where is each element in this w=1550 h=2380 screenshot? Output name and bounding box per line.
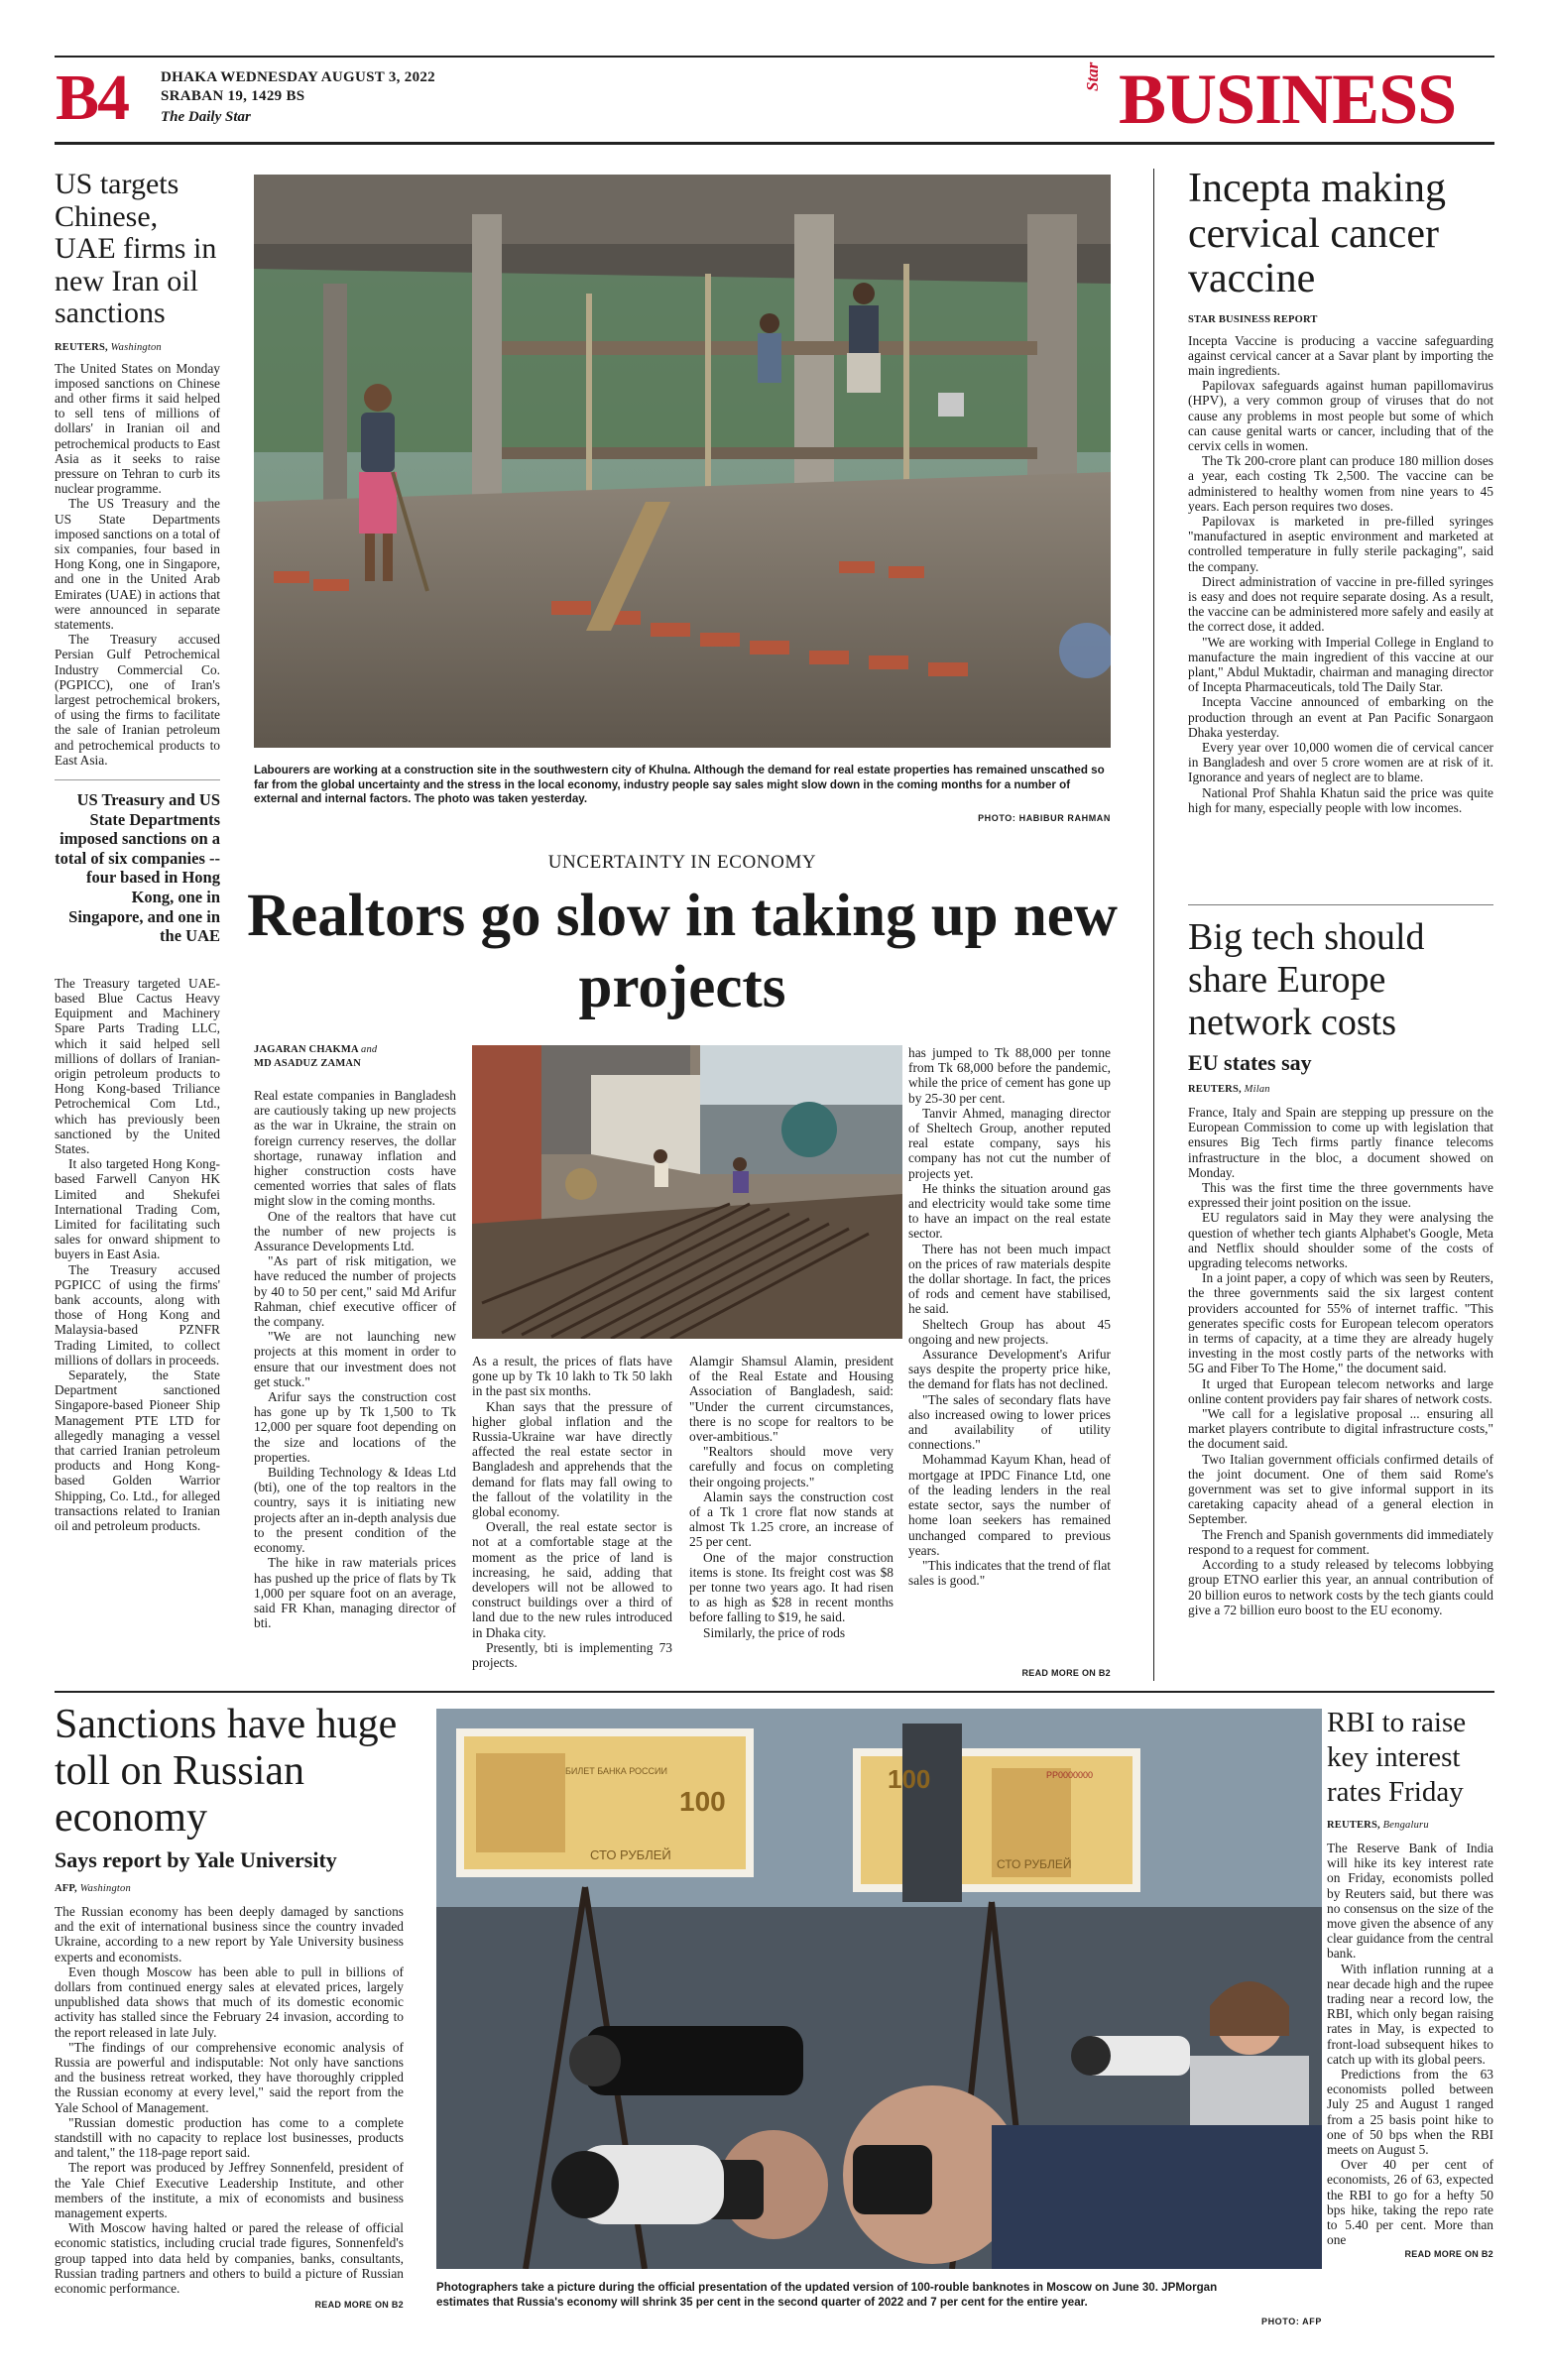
rbi-headline: RBI to raise key interest rates Friday	[1327, 1707, 1467, 1808]
bottom-photo-caption: Photographers take a picture during the official presentation of the updated version of 100-rouble banknotes in Moscow on June 30. JPMorgan estimates that Russia's economy will shrink 35 per cent in the second quarter of 2022 and 7 per cent for the entire year.	[436, 2281, 1218, 2309]
construction-photo	[254, 175, 1111, 748]
right-column-rule	[1153, 169, 1154, 1681]
sanctions-headline: Sanctions have huge toll on Russian economy	[55, 1702, 398, 1841]
top-rule	[55, 56, 1494, 58]
banknote-right-value: 100	[888, 1764, 931, 1794]
realtors-byline: JAGARAN CHAKMA and MD ASADUZ ZAMAN	[254, 1044, 378, 1069]
banknote-right-text: СТО РУБЛЕЙ	[997, 1857, 1072, 1871]
rbi-body: The Reserve Bank of India will hike its key interest rate on Friday, economists polled by Reuters said, but there was no consensus on the size of the move given the absence of any clear guidance from the central bank. With inflation running at a near decade high and the rupee trading near a record low, the RBI, which only began raising rates in May, is expected to front-load subsequent hikes to catch up with its global peers. Predictions from the 63 economists polled between July 25 and August 1 ranged from a 25 basis point hike to one of 50 bps when the RBI meets on August 5. Over 40 per cent of economists, 26 of 63, expected the RBI to go for a hefty 50 bps hike, taking the repo rate to 5.40 per cent. More than one	[1327, 1841, 1493, 2248]
section-logo: Star	[1083, 61, 1102, 91]
iran-byline: REUTERS, Washington	[55, 341, 162, 353]
sanctions-body: The Russian economy has been deeply damaged by sanctions and the exit of international business since the country invaded Ukraine, according to a new report by Yale University business experts and economists. Even though Moscow has been able to pull in billions of dollars from continued energy sales at elevated prices, largely unpublished data shows that much of its domestic economic activity has stalled since the February 24 invasion, according to the report released in late July. "The findings of our comprehensive economic analysis of Russia are powerful and indisputable: Not only have sanctions and the business retreat worked, they have thoroughly crippled the Russian economy at every level," said the report from the Yale School of Management. "Russian domestic production has come to a complete standstill with no capacity to replace lost businesses, products and talent," the 118-page report said. The report was produced by Jeffrey Sonnenfeld, president of the Yale Chief Executive Leadership Institute, and other members of the institute, a mix of economists and business management experts. With Moscow having halted or pared the release of official economic statistics, including crucial trade figures, Sonnenfeld's group tapped into data held by companies, banks, consultants, Russian trading partners and others to build a picture of Russian economic performance.	[55, 1904, 404, 2297]
realtors-col3: Alamgir Shamsul Alamin, president of the Real Estate and Housing Association of Bangladesh, said: "Under the current circumstances, there is no scope for realtors to be over-ambitious." "Realtors should move very carefully and focus on completing their ongoing projects." Alamin says the construction cost of a Tk 1 crore flat now stands at almost Tk 1.25 crore, an increase of 25 per cent. One of the major construction items is stone. Its freight cost was $8 per tonne two years ago. It had risen to as high as $28 in recent months before falling to $19, he said. Similarly, the price of rods	[689, 1354, 894, 1640]
date-line: DHAKA WEDNESDAY AUGUST 3, 2022	[161, 69, 435, 85]
page-code: B4	[56, 61, 129, 134]
banknote-left-text: СТО РУБЛЕЙ	[590, 1847, 671, 1862]
banknote-right-serial: РР0000000	[1046, 1770, 1094, 1780]
right-divider	[1188, 904, 1493, 905]
rbi-read-more[interactable]: READ MORE ON B2	[1404, 2249, 1493, 2260]
incepta-headline: Incepta making cervical cancer vaccine	[1188, 166, 1447, 301]
realtors-headline: Realtors go slow in taking up new projects	[247, 883, 1118, 1020]
section-title: BUSINESS	[1119, 60, 1457, 139]
banknote-photo	[436, 1709, 1322, 2269]
realtors-read-more[interactable]: READ MORE ON B2	[1021, 1668, 1111, 1678]
bottom-photo-credit: PHOTO: AFP	[1260, 2317, 1322, 2326]
incepta-byline: STAR BUSINESS REPORT	[1188, 313, 1318, 325]
realtors-col4: has jumped to Tk 88,000 per tonne from Tk 68,000 before the pandemic, while the price of cement has gone up by 25-30 per cent. Tanvir Ahmed, managing director of Sheltech Group, another reputed real estate company, says his company has not cut the number of projects yet. He thinks the situation around gas and electricity would take some time to have an impact on the real estate sector. There has not been much impact on the prices of raw materials despite the dollar shortage. In fact, the prices of rods and cement have stabilised, he said. Sheltech Group has about 45 ongoing and new projects. Assurance Development's Arifur says despite the property price hike, the demand for flats has not declined. "The sales of secondary flats have also increased owing to lower prices and availability of utility connections." Mohammad Kayum Khan, head of mortgage at IPDC Finance Ltd, one of the leading lenders in the real estate sector, says the number of home loan seekers has remained unchanged compared to previous years. "This indicates that the trend of flat sales is good."	[908, 1045, 1111, 1589]
iran-headline: US targets Chinese, UAE firms in new Iran oil sanctions	[55, 168, 217, 329]
bigtech-byline: REUTERS, Milan	[1188, 1084, 1270, 1095]
bengali-date: SRABAN 19, 1429 BS	[161, 88, 305, 104]
incepta-body: Incepta Vaccine is producing a vaccine safeguarding against cervical cancer at a Savar plant by importing the main ingredients. Papilovax safeguards against human papillomavirus (HPV), a very common group of viruses that do not cause any problems in most people but some of which can cause genital warts or cancer, including that of the cervix cells in women. The Tk 200-crore plant can produce 180 million doses a year, each costing Tk 2,500. The vaccine can be administered to healthy women from nine years to 45 years. Each person requires two doses. Papilovax is marketed in pre-filled syringes "manufactured in aseptic environment and marketed at controlled temperature in fully sterile packaging", said the company. Direct administration of vaccine in pre-filled syringes is easy and does not require separate dosing. As a result, the vaccine can be administered more safely and easily at the correct dose, it added. "We are working with Imperial College in England to manufacture the main ingredient of this vaccine at our plant," Abdul Muktadir, chairman and managing director of Incepta Pharmaceuticals, told The Daily Star. Incepta Vaccine announced of embarking on the production through an event at Pan Pacific Sonargaon Dhaka yesterday. Every year over 10,000 women die of cervical cancer in Bangladesh and over 5 crore women are at risk of it. Ignorance and years of neglect are to blame. National Prof Shahla Khatun said the price was quite high for many, especially people with low incomes.	[1188, 332, 1493, 815]
iran-article	[55, 169, 220, 1533]
banknote-left-bank: БИЛЕТ БАНКА РОССИИ	[565, 1766, 667, 1776]
sanctions-subhead: Says report by Yale University	[55, 1847, 337, 1872]
bigtech-article	[1188, 916, 1493, 1617]
iran-body-b: The Treasury targeted UAE-based Blue Cactus Heavy Equipment and Machinery Spare Parts Trading LLC, which it said helped sell millions of dollars of Iranian-origin petroleum products to Hong Kong-based Triliance Petrochemical Com Ltd., which has previously been sanctioned by the United States. It also targeted Hong Kong-based Farwell Canyon HK Limited and Shekufei International Trading Com, Limited for facilitating such sales for onward shipment to buyers in East Asia. The Treasury accused PGPICC of using the firms' bank accounts, along with those of Hong Kong and Malaysia-based PZNFR Trading Limited, to collect millions of dollars in proceeds. Separately, the State Department sanctioned Singapore-based Pioneer Ship Management PTE LTD for allegedly managing a vessel that carried Iranian petroleum products and Hong Kong-based Golden Warrior Shipping, Co. Ltd., for alleged transactions related to Iranian oil and petroleum products.	[55, 975, 220, 1534]
paper-logo: The Daily Star	[161, 109, 251, 125]
sanctions-read-more[interactable]: READ MORE ON B2	[314, 2300, 404, 2311]
realtors-kicker: UNCERTAINTY IN ECONOMY	[547, 852, 817, 873]
sanctions-byline: AFP, Washington	[55, 1883, 131, 1894]
iran-body-a: The United States on Monday imposed sanctions on Chinese and other firms it said helped to sell tens of millions of dollars' in Iranian oil and petrochemical products to East Asia as it seeks to raise pressure on Tehran to curb its nuclear programme. The US Treasury and the US State Departments imposed sanctions on a total of six companies, four based in Hong Kong, one in Singapore, and one in the United Arab Emirates (UAE) in actions that were announced in separate statements. The Treasury accused Persian Gulf Petrochemical Industry Commercial Co. (PGPICC), one of Iran's largest petrochemical brokers, of using the firms to facilitate the sale of Iranian petroleum and petrochemical products to East Asia.	[55, 360, 220, 768]
bigtech-headline: Big tech should share Europe network costs	[1188, 916, 1425, 1043]
masthead-rule	[55, 142, 1494, 145]
top-photo-credit: PHOTO: HABIBUR RAHMAN	[978, 813, 1111, 823]
rbi-byline: REUTERS, Bengaluru	[1327, 1820, 1429, 1831]
bigtech-body: France, Italy and Spain are stepping up pressure on the European Commission to come up with legislation that ensures Big Tech firms partly finance telecoms infrastructure in the bloc, a document showed on Monday. This was the first time the three governments have expressed their joint position on the issue. EU regulators said in May they were analysing the question of whether tech giants Alphabet's Google, Meta and Netflix should shoulder some of the costs of upgrading telecoms networks. In a joint paper, a copy of which was seen by Reuters, the three governments said the six largest content providers accounted for 55% of internet traffic. "This generates specific costs for European telecom operators in terms of capacity, at a time they are already hugely investing in the most costly parts of the networks with 5G and Fiber To The Home," the document said. It urged that European telecom networks and large online content providers pay fair shares of network costs. "We call for a legislative proposal ... ensuring all market players contribute to digital infrastructure costs," the document said. Two Italian government officials confirmed details of the joint document. One of them said Rome's government was set to give informal support in its caretaking capacity ahead of a general election in September. The French and Spanish governments did immediately respond to a request for comment. According to a study released by telecoms lobbying group ETNO earlier this year, an annual contribution of 20 billion euros to network costs by the tech giants could give a 72 billion euro boost to the EU economy.	[1188, 1105, 1493, 1617]
top-photo-caption: Labourers are working at a construction site in the southwestern city of Khulna. Although the demand for real estate properties has remained unscathed so far from the global uncertainty and the stress in the local economy, industry people say sales might slow down in the coming months for a number of external and internal factors. The photo was taken yesterday.	[254, 764, 1105, 805]
incepta-article	[1188, 167, 1493, 815]
sanctions-article	[55, 1702, 404, 2310]
realtors-col2: As a result, the prices of flats have gone up by Tk 10 lakh to Tk 50 lakh in the past six months. Khan says that the pressure of higher global inflation and the Russia-Ukraine war have directly affected the real estate sector in Bangladesh and apprehends that the demand for flats may fall owing to the fallout of the volatility in the global economy. Overall, the real estate sector is not at a comfortable stage at the moment as the price of land is increasing, he said, adding that developers will not be allowed to construct buildings over a third of land due to the new rules introduced in Dhaka city. Presently, bti is implementing 73 projects.	[472, 1354, 672, 1671]
banknote-left-value: 100	[679, 1786, 726, 1817]
rods-photo	[472, 1045, 902, 1339]
lower-section-rule	[55, 1691, 1494, 1693]
realtors-col1: Real estate companies in Bangladesh are cautiously taking up new projects as the war in Ukraine, the strain on foreign currency reserves, the dollar shortage, runaway inflation and higher construction costs have cemented worries that sales of flats might slow in the coming months. One of the realtors that have cut the number of new projects is Assurance Developments Ltd. "As part of risk mitigation, we have reduced the number of projects by 40 to 50 per cent," said Md Arifur Rahman, chief executive officer of the company. "We are not launching new projects at this moment in order to ensure that our investment does not get stuck." Arifur says the construction cost has gone up by Tk 1,500 to Tk 12,000 per square foot depending on the size and locations of the properties. Building Technology & Ideas Ltd (bti), one of the top realtors in the country, says it is initiating new projects after an in-depth analysis due to the present condition of the economy. The hike in raw materials prices has pushed up the price of flats by Tk 1,000 per square foot on an average, said FR Khan, managing director of bti.	[254, 1088, 456, 1631]
rbi-article	[1327, 1706, 1493, 2259]
iran-pullquote: US Treasury and US State Departments imposed sanctions on a total of six companies -- four based in Hong Kong, one in Singapore, and one in the UAE	[55, 789, 220, 946]
bigtech-subhead: EU states say	[1188, 1050, 1312, 1075]
